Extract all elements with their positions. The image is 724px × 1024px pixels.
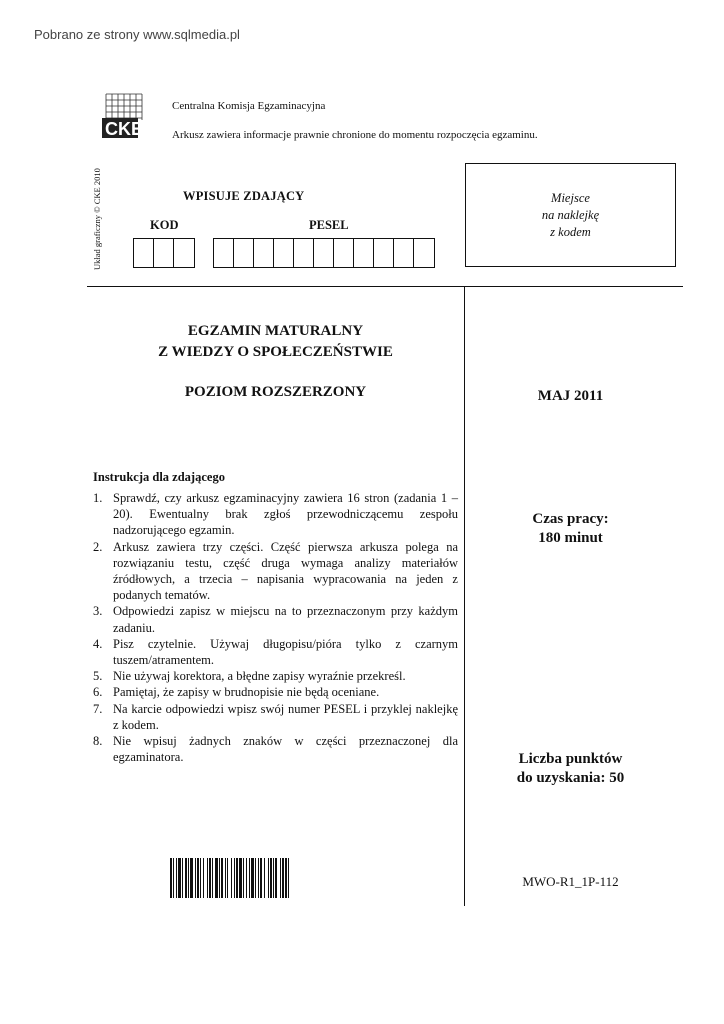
organization-name: Centralna Komisja Egzaminacyjna xyxy=(172,100,326,112)
protection-notice: Arkusz zawiera informacje prawnie chronione do momentu rozpoczęcia egzaminu. xyxy=(172,129,538,141)
pesel-digit-box[interactable] xyxy=(274,239,294,267)
exam-date: MAJ 2011 xyxy=(537,388,604,404)
sticker-line3: z kodem xyxy=(550,224,591,239)
candidate-heading: WPISUJE ZDAJĄCY xyxy=(183,189,305,203)
pesel-digit-box[interactable] xyxy=(334,239,354,267)
sticker-placeholder xyxy=(465,163,676,267)
time-value: 180 minut xyxy=(538,530,603,546)
pesel-digit-box[interactable] xyxy=(374,239,394,267)
list-item: 8. Nie wpisuj żadnych znaków w części przeznaczonej dla egzaminatora. xyxy=(93,734,458,765)
source-watermark: Pobrano ze strony www.sqlmedia.pl xyxy=(34,27,240,42)
exam-title-line2: Z WIEDZY O SPOŁECZEŃSTWIE xyxy=(158,344,393,360)
instructions-title: Instrukcja dla zdającego xyxy=(93,470,225,484)
sheet-code: MWO-R1_1P-112 xyxy=(522,874,619,889)
pesel-label: PESEL xyxy=(309,218,349,232)
pesel-digit-box[interactable] xyxy=(314,239,334,267)
pesel-digit-box[interactable] xyxy=(214,239,234,267)
pesel-input-boxes[interactable] xyxy=(213,238,435,268)
cke-logo xyxy=(100,90,152,140)
list-item: 7. Na karcie odpowiedzi wpisz swój numer PESEL i przyklej naklejkę z kodem. xyxy=(93,701,458,732)
kod-label: KOD xyxy=(150,218,179,232)
sticker-line1: Miejsce xyxy=(551,190,590,205)
exam-level: POZIOM ROZSZERZONY xyxy=(184,384,367,400)
sticker-line2: na naklejkę xyxy=(541,207,600,222)
copyright-note: Układ graficzny © CKE 2010 xyxy=(92,168,102,270)
pesel-digit-box[interactable] xyxy=(234,239,254,267)
kod-digit-box[interactable] xyxy=(134,239,154,267)
list-item: 5. Nie używaj korektora, a błędne zapisy wyraźnie przekreśl. xyxy=(93,669,406,684)
kod-digit-box[interactable] xyxy=(154,239,174,267)
points-block xyxy=(465,750,676,788)
instructions-list xyxy=(93,490,458,765)
pesel-digit-box[interactable] xyxy=(414,239,434,267)
points-label: Liczba punktów xyxy=(518,751,623,767)
list-item: 3. Odpowiedzi zapisz w miejscu na to przeznaczonym przy każdym zadaniu. xyxy=(93,604,458,635)
list-item: 1. Sprawdź, czy arkusz egzaminacyjny zawiera 16 stron (zadania 1 – 20). Ewentualny brak zgłoś przewodniczącemu zespołu nadzorującego egzamin. xyxy=(93,491,458,538)
logo-text: CKE xyxy=(105,119,144,139)
pesel-digit-box[interactable] xyxy=(354,239,374,267)
points-value: do uzyskania: 50 xyxy=(516,770,625,786)
pesel-digit-box[interactable] xyxy=(294,239,314,267)
kod-input-boxes[interactable] xyxy=(133,238,195,268)
time-block xyxy=(465,510,676,548)
time-label: Czas pracy: xyxy=(532,511,609,527)
list-item: 2. Arkusz zawiera trzy części. Część pierwsza arkusza polega na rozwiązaniu testu, część druga wymaga analizy materiałów źródłowych, a trzecia – napisania wypracowania na jeden z podanych tematów. xyxy=(93,539,458,603)
barcode xyxy=(170,858,382,898)
list-item: 4. Pisz czytelnie. Używaj długopisu/pióra tylko z czarnym tuszem/atramentem. xyxy=(93,636,458,668)
list-item: 6. Pamiętaj, że zapisy w brudnopisie nie będą oceniane. xyxy=(93,685,380,700)
pesel-digit-box[interactable] xyxy=(254,239,274,267)
kod-digit-box[interactable] xyxy=(174,239,194,267)
pesel-digit-box[interactable] xyxy=(394,239,414,267)
vertical-divider xyxy=(464,286,465,906)
horizontal-divider xyxy=(87,286,683,287)
exam-title-line1: EGZAMIN MATURALNY xyxy=(187,323,364,339)
